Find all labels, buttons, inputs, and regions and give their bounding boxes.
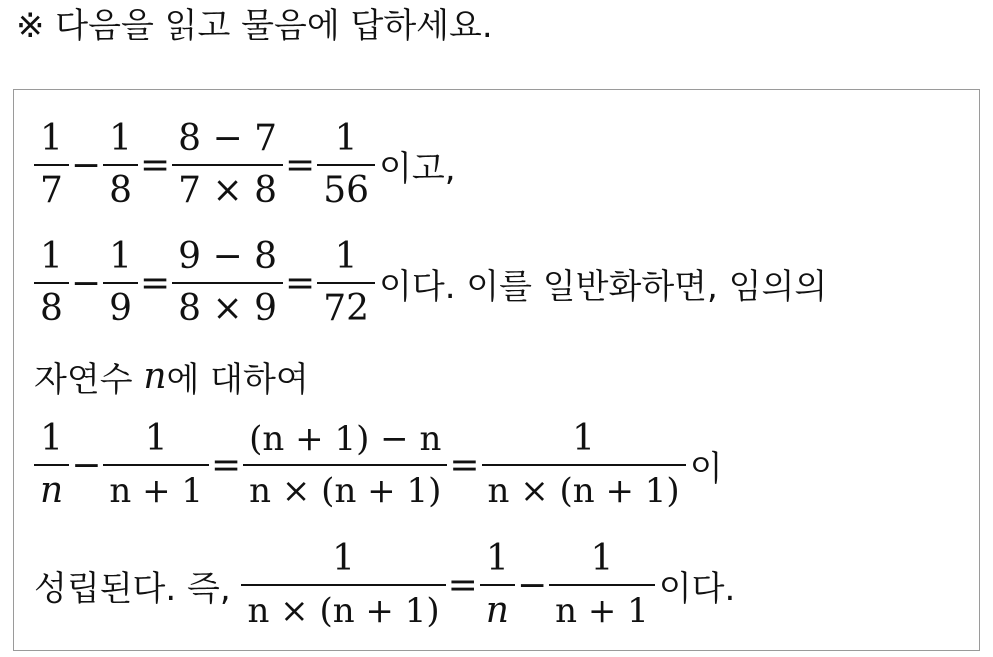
denominator: n + 1 — [555, 591, 649, 631]
minus-sign: − — [70, 144, 102, 186]
equals-sign: = — [285, 144, 316, 186]
text-segment: 성립된다. 즉, — [34, 568, 242, 609]
text-segment: 이다. — [658, 568, 736, 609]
equals-sign: = — [211, 444, 242, 486]
denominator: n — [40, 470, 64, 511]
fraction — [241, 534, 445, 636]
numerator: 1 — [40, 118, 63, 159]
denominator: 8 — [40, 288, 63, 329]
numerator: 1 — [485, 538, 509, 579]
numerator: 8 − 7 — [178, 118, 278, 159]
fraction — [34, 414, 69, 516]
equation-line-1 — [34, 114, 456, 216]
fraction — [103, 414, 209, 516]
text-segment: 이다. 이를 일반화하면, 임의의 — [379, 266, 828, 307]
equals-sign: = — [285, 262, 316, 304]
numerator: 1 — [109, 236, 132, 277]
denominator: 72 — [323, 288, 369, 329]
denominator: 7 × 8 — [178, 170, 278, 211]
denominator: 9 — [109, 288, 132, 329]
fraction — [549, 534, 655, 636]
numerator: 9 − 8 — [178, 236, 278, 277]
equals-sign: = — [449, 444, 480, 486]
minus-sign: − — [516, 564, 548, 606]
text-segment: 이 — [689, 448, 723, 489]
text-segment: 이고, — [379, 148, 456, 189]
denominator: 8 × 9 — [178, 288, 278, 329]
text-segment: 에 대하여 — [166, 360, 309, 400]
fraction — [317, 232, 375, 334]
fraction — [103, 232, 138, 334]
text-line-3 — [34, 352, 309, 401]
numerator: 1 — [144, 418, 168, 459]
denominator: n — [485, 590, 509, 631]
denominator: n × (n + 1) — [247, 591, 440, 631]
numerator: 1 — [109, 118, 132, 159]
numerator: 1 — [590, 538, 614, 579]
equation-line-2 — [34, 232, 827, 334]
fraction — [172, 232, 283, 334]
fraction — [34, 232, 69, 334]
numerator: 1 — [572, 418, 596, 459]
variable-n: n — [143, 356, 167, 397]
fraction — [482, 414, 686, 516]
instruction-text: ※ 다음을 읽고 물음에 답하세요. — [16, 6, 493, 46]
denominator: n + 1 — [109, 471, 203, 511]
denominator: n × (n + 1) — [249, 471, 442, 511]
fraction — [103, 114, 138, 216]
equation-line-5 — [34, 534, 735, 636]
denominator: n × (n + 1) — [487, 471, 680, 511]
fraction — [317, 114, 375, 216]
fraction — [480, 534, 515, 636]
numerator: (n + 1) − n — [249, 419, 442, 459]
fraction — [34, 114, 69, 216]
minus-sign: − — [70, 262, 102, 304]
numerator: 1 — [40, 418, 64, 459]
numerator: 1 — [40, 236, 63, 277]
denominator: 7 — [40, 170, 63, 211]
denominator: 56 — [323, 170, 369, 211]
numerator: 1 — [334, 118, 358, 159]
fraction — [172, 114, 283, 216]
denominator: 8 — [109, 170, 132, 211]
text-segment: 자연수 — [34, 360, 144, 400]
numerator: 1 — [334, 236, 358, 277]
equation-line-4 — [34, 414, 723, 516]
equals-sign: = — [139, 144, 171, 186]
fraction — [243, 414, 447, 516]
minus-sign: − — [71, 444, 102, 486]
equals-sign: = — [139, 262, 171, 304]
numerator: 1 — [332, 538, 355, 579]
equals-sign: = — [447, 564, 478, 606]
